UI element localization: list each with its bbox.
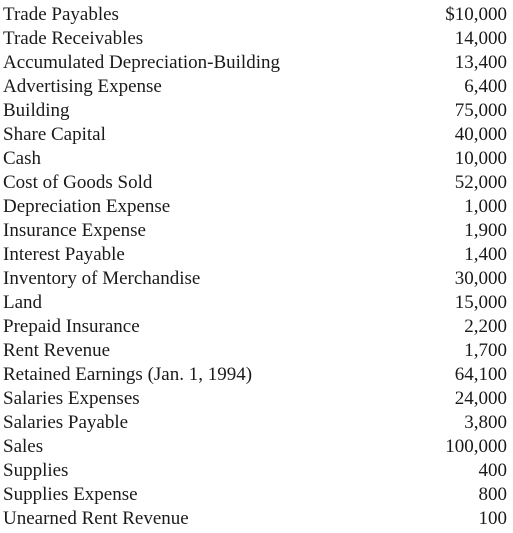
account-row bbox=[3, 291, 507, 315]
account-amount: 40,000 bbox=[454, 124, 507, 145]
account-amount: 3,800 bbox=[464, 412, 507, 433]
account-row bbox=[3, 315, 507, 339]
account-amount: 14,000 bbox=[454, 28, 507, 49]
account-name: Supplies bbox=[3, 460, 69, 481]
account-row bbox=[3, 387, 507, 411]
account-name: Land bbox=[3, 292, 43, 313]
account-row bbox=[3, 363, 507, 387]
account-row bbox=[3, 27, 507, 51]
account-name: Accumulated Depreciation-Building bbox=[3, 52, 280, 73]
account-amount: 64,100 bbox=[454, 364, 507, 385]
account-name: Trade Payables bbox=[3, 4, 119, 25]
account-balance-list bbox=[3, 3, 507, 531]
account-name: Cash bbox=[3, 148, 41, 169]
account-name: Share Capital bbox=[3, 124, 106, 145]
account-row bbox=[3, 3, 507, 27]
account-row bbox=[3, 243, 507, 267]
account-name: Advertising Expense bbox=[3, 76, 162, 97]
account-amount: 100 bbox=[478, 508, 507, 529]
account-row bbox=[3, 507, 507, 531]
account-row bbox=[3, 339, 507, 363]
account-amount: 800 bbox=[478, 484, 507, 505]
account-row bbox=[3, 459, 507, 483]
account-amount: 100,000 bbox=[445, 436, 507, 457]
account-name: Rent Revenue bbox=[3, 340, 111, 361]
account-amount: 30,000 bbox=[454, 268, 507, 289]
account-row bbox=[3, 483, 507, 507]
account-amount: 1,400 bbox=[464, 244, 507, 265]
account-name: Cost of Goods Sold bbox=[3, 172, 153, 193]
account-row bbox=[3, 267, 507, 291]
account-row bbox=[3, 171, 507, 195]
account-name: Unearned Rent Revenue bbox=[3, 508, 189, 529]
account-name: Inventory of Merchandise bbox=[3, 268, 201, 289]
account-amount: 15,000 bbox=[454, 292, 507, 313]
account-name: Building bbox=[3, 100, 70, 121]
account-amount: 1,700 bbox=[464, 340, 507, 361]
account-amount: 1,900 bbox=[464, 220, 507, 241]
account-name: Supplies Expense bbox=[3, 484, 138, 505]
account-name: Depreciation Expense bbox=[3, 196, 171, 217]
account-row bbox=[3, 123, 507, 147]
account-row bbox=[3, 147, 507, 171]
account-name: Sales bbox=[3, 436, 44, 457]
account-amount: 1,000 bbox=[464, 196, 507, 217]
account-row bbox=[3, 435, 507, 459]
account-amount: 52,000 bbox=[454, 172, 507, 193]
account-name: Trade Receivables bbox=[3, 28, 144, 49]
account-row bbox=[3, 195, 507, 219]
account-row bbox=[3, 99, 507, 123]
account-amount: 10,000 bbox=[454, 148, 507, 169]
account-name: Interest Payable bbox=[3, 244, 125, 265]
account-amount: 24,000 bbox=[454, 388, 507, 409]
account-amount: 6,400 bbox=[464, 76, 507, 97]
account-name: Salaries Expenses bbox=[3, 388, 140, 409]
account-name: Retained Earnings (Jan. 1, 1994) bbox=[3, 364, 253, 385]
account-amount: 400 bbox=[478, 460, 507, 481]
account-row bbox=[3, 219, 507, 243]
account-row bbox=[3, 75, 507, 99]
account-amount: $10,000 bbox=[445, 4, 507, 25]
account-amount: 2,200 bbox=[464, 316, 507, 337]
account-row bbox=[3, 51, 507, 75]
account-name: Salaries Payable bbox=[3, 412, 129, 433]
account-amount: 13,400 bbox=[454, 52, 507, 73]
account-row bbox=[3, 411, 507, 435]
account-name: Insurance Expense bbox=[3, 220, 146, 241]
account-name: Prepaid Insurance bbox=[3, 316, 140, 337]
account-amount: 75,000 bbox=[454, 100, 507, 121]
